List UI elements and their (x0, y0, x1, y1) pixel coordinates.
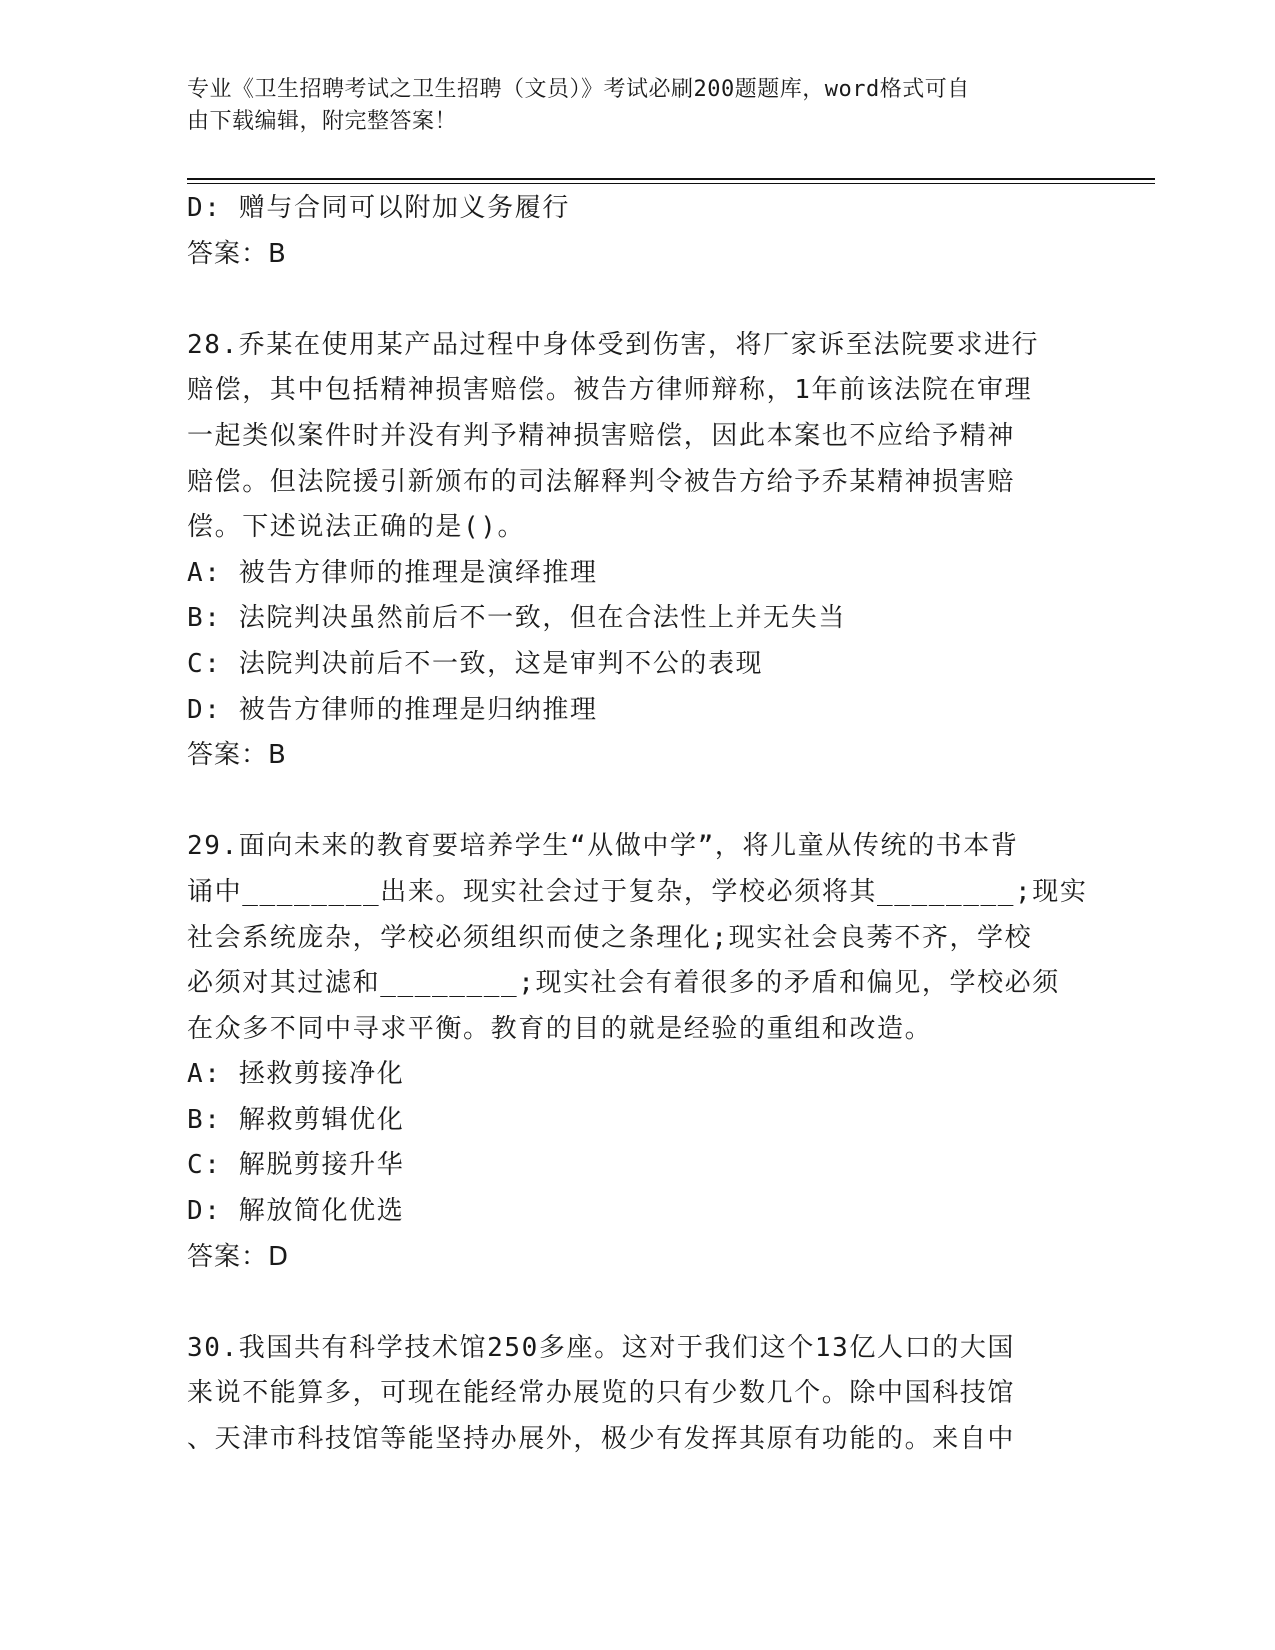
q29-stem-line: 29.面向未来的教育要培养学生“从做中学”，将儿童从传统的书本背 (187, 831, 1019, 862)
q28-option-d: D: 被告方律师的推理是归纳推理 (187, 694, 598, 725)
header-rule-thin (187, 183, 1155, 184)
q29-stem-line: 在众多不同中寻求平衡。教育的目的就是经验的重组和改造。 (187, 1013, 933, 1044)
document-header (187, 74, 1067, 138)
spacer (187, 1280, 1087, 1326)
q28-option-c: C: 法院判决前后不一致，这是审判不公的表现 (187, 648, 764, 679)
header-rule-thick (187, 178, 1155, 180)
q28-stem-line: 赔偿。但法院援引新颁布的司法解释判令被告方给予乔某精神损害赔 (187, 466, 1016, 497)
header-line-2: 由下载编辑，附完整答案！ (187, 109, 458, 134)
spacer (187, 779, 1087, 825)
q28-answer: 答案：B (187, 740, 287, 771)
q30-stem-line: 来说不能算多，可现在能经常办展览的只有少数几个。除中国科技馆 (187, 1378, 1016, 1409)
q28-option-b: B: 法院判决虽然前后不一致，但在合法性上并无失当 (187, 603, 846, 634)
q29-option-c: C: 解脱剪接升华 (187, 1150, 405, 1181)
question-30 (187, 1326, 1087, 1463)
q29-answer: 答案：D (187, 1241, 290, 1272)
q28-stem-line: 一起类似案件时并没有判予精神损害赔偿，因此本案也不应给予精神 (187, 420, 1016, 451)
q28-stem-line: 28.乔某在使用某产品过程中身体受到伤害，将厂家诉至法院要求进行 (187, 329, 1040, 360)
q30-stem-line: 30.我国共有科学技术馆250多座。这对于我们这个13亿人口的大国 (187, 1332, 1016, 1363)
q28-stem-line: 偿。下述说法正确的是()。 (187, 512, 526, 543)
q30-stem-line: 、天津市科技馆等能坚持办展外，极少有发挥其原有功能的。来自中 (187, 1424, 1016, 1455)
q29-stem-line: 必须对其过滤和________;现实社会有着很多的矛盾和偏见，学校必须 (187, 968, 1060, 999)
prev-answer: 答案：B (187, 238, 287, 269)
q28-option-a: A: 被告方律师的推理是演绎推理 (187, 557, 598, 588)
question-28 (187, 323, 1087, 779)
q29-option-d: D: 解放简化优选 (187, 1196, 405, 1227)
q29-stem-line: 诵中________出来。现实社会过于复杂，学校必须将其________;现实 (187, 876, 1088, 907)
spacer (187, 277, 1087, 323)
question-29 (187, 824, 1087, 1280)
prev-option-d: D: 赠与合同可以附加义务履行 (187, 193, 570, 223)
q29-option-a: A: 拯救剪接净化 (187, 1059, 405, 1090)
q29-option-b: B: 解救剪辑优化 (187, 1104, 405, 1135)
document-body (187, 186, 1087, 1463)
header-line-1: 专业《卫生招聘考试之卫生招聘（文员）》考试必刷200题题库，word格式可自 (187, 77, 970, 102)
q29-stem-line: 社会系统庞杂，学校必须组织而使之条理化;现实社会良莠不齐，学校 (187, 922, 1033, 953)
q28-stem-line: 赔偿，其中包括精神损害赔偿。被告方律师辩称，1年前该法院在审理 (187, 375, 1033, 406)
